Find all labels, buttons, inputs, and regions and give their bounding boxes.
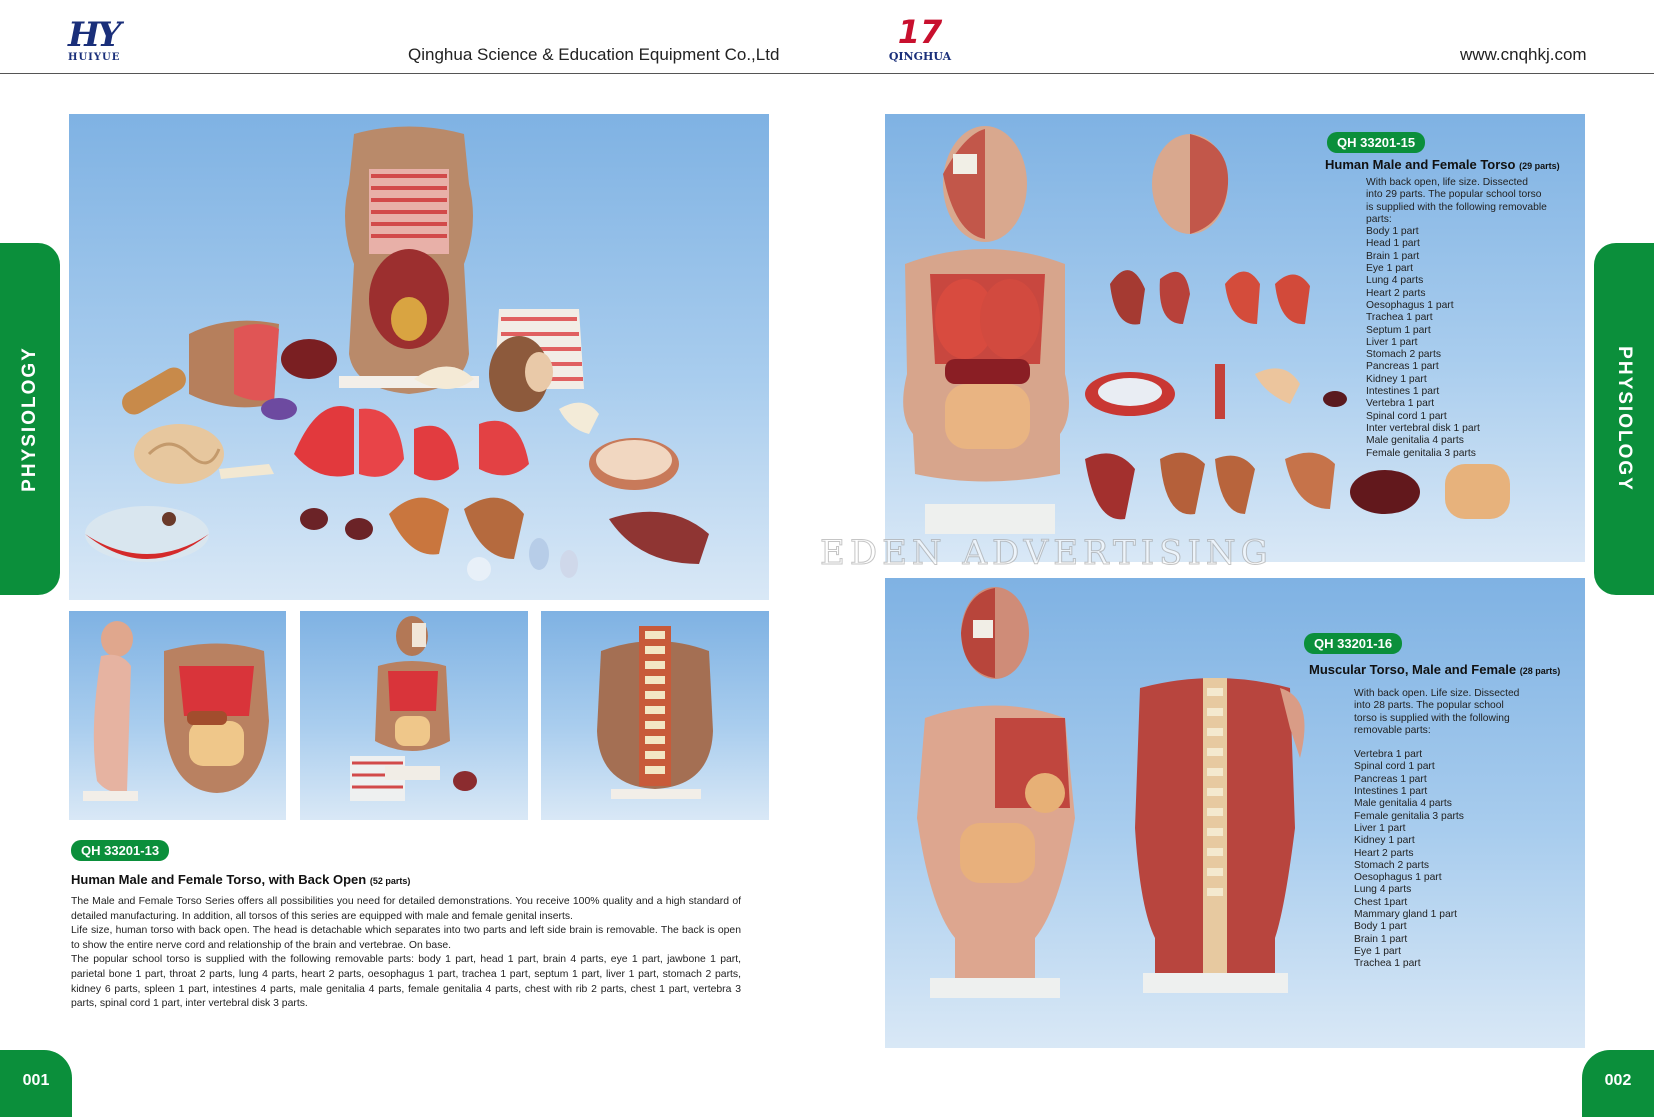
page-number-right xyxy=(1582,1050,1654,1117)
torso-parts-illustration xyxy=(69,114,769,600)
list-item: Heart 2 parts xyxy=(1366,287,1426,299)
company-name: Qinghua Science & Education Equipment Co.,Ltd xyxy=(408,45,780,64)
product-title-15 xyxy=(1325,157,1560,172)
intro-line: parts: xyxy=(1366,213,1392,225)
page-number-right-text: 002 xyxy=(1604,1072,1632,1089)
intro-line: is supplied with the following removable xyxy=(1366,201,1547,213)
intro-line: into 28 parts. The popular school xyxy=(1354,700,1504,712)
product-parts-16: (28 parts) xyxy=(1519,666,1561,676)
list-item: Liver 1 part xyxy=(1366,336,1418,348)
description-paragraph: Life size, human torso with back open. The head is detachable which separates into two parts and left side brain is removable. The back is open to show the entire nerve cord and relationship of the brain and vertebrae. On base. xyxy=(71,925,741,951)
intro-line: With back open, life size. Dissected xyxy=(1366,177,1528,188)
list-item: Inter vertebral disk 1 part xyxy=(1366,422,1480,434)
list-item: Pancreas 1 part xyxy=(1354,773,1427,785)
list-item: Intestines 1 part xyxy=(1366,386,1440,398)
list-item: Eye 1 part xyxy=(1366,263,1413,275)
product-title-16 xyxy=(1309,662,1560,677)
list-item: Oesophagus 1 part xyxy=(1366,299,1454,311)
product-code-badge-13: QH 33201-13 xyxy=(71,840,169,861)
side-tab-left-label: PHYSIOLOGY xyxy=(19,346,40,492)
list-item: Head 1 part xyxy=(1366,238,1420,250)
product-description-16 xyxy=(1354,688,1519,971)
header-divider xyxy=(0,73,1654,74)
torso-front-view-photo xyxy=(300,611,528,820)
list-item: Stomach 2 parts xyxy=(1366,349,1441,361)
torso-back-view-photo xyxy=(541,611,769,820)
intro-line: With back open. Life size. Dissected xyxy=(1354,688,1520,699)
list-item: Male genitalia 4 parts xyxy=(1366,435,1464,447)
list-item: Female genitalia 3 parts xyxy=(1354,810,1464,822)
product-code-badge-15: QH 33201-15 xyxy=(1327,132,1425,153)
list-item: Spinal cord 1 part xyxy=(1354,761,1435,773)
list-item: Heart 2 parts xyxy=(1354,847,1414,859)
side-tab-right xyxy=(1594,243,1654,595)
torso-side-illustration xyxy=(69,611,286,820)
list-item: Stomach 2 parts xyxy=(1354,859,1429,871)
list-item: Spinal cord 1 part xyxy=(1366,410,1447,422)
product-parts-15: (29 parts) xyxy=(1519,161,1560,171)
torso-52-parts-photo xyxy=(69,114,769,600)
list-item: Chest 1part xyxy=(1354,896,1408,908)
huiyue-logo-mark: HY xyxy=(68,15,119,55)
list-item: Vertebra 1 part xyxy=(1354,749,1423,761)
list-item: Lung 4 parts xyxy=(1366,275,1424,287)
intro-line: torso is supplied with the following xyxy=(1354,712,1510,724)
list-item: Lung 4 parts xyxy=(1354,884,1412,896)
product-title-13 xyxy=(71,872,410,887)
side-tab-left xyxy=(0,243,60,595)
list-item: Liver 1 part xyxy=(1354,822,1406,834)
product-parts-13: (52 parts) xyxy=(369,876,411,886)
torso-back-illustration xyxy=(541,611,769,820)
list-item: Body 1 part xyxy=(1354,921,1407,933)
huiyue-logo-text: HUIYUE xyxy=(68,52,121,63)
description-paragraph: The popular school torso is supplied with the following removable parts: body 1 part, head 1 part, brain 4 parts, eye 1 part, jawbone 1 part, parietal bone 1 part, throat 2 parts, lung 4 parts, heart 2 parts, oesophagus 1 part, trachea 1 part, septum 1 part, liver 1 part, stomach 2 parts, kidney 6 parts, spleen 1 part, intestines 4 parts, male genitalia 4 parts, female genitalia 4 parts, chest with rib 2 parts, chest 1 part, vertebra 3 parts, spinal cord 1 part, inter vertebral disk 3 parts. xyxy=(71,954,741,1010)
product-title-13-text: Human Male and Female Torso, with Back Open xyxy=(71,872,367,887)
list-item: Brain 1 part xyxy=(1354,933,1408,945)
product-code-badge-16: QH 33201-16 xyxy=(1304,633,1402,654)
qinghua-logo-text: QINGHUA xyxy=(888,50,952,63)
list-item: Mammary gland 1 part xyxy=(1354,909,1458,921)
product-description-15 xyxy=(1366,177,1547,460)
list-item: Vertebra 1 part xyxy=(1366,398,1435,410)
list-item: Intestines 1 part xyxy=(1354,786,1428,798)
website-url[interactable]: www.cnqhkj.com xyxy=(1460,45,1587,64)
list-spacer xyxy=(1354,737,1519,749)
list-item: Kidney 1 part xyxy=(1354,835,1415,847)
list-item: Female genitalia 3 parts xyxy=(1366,447,1476,459)
list-item: Septum 1 part xyxy=(1366,324,1431,336)
watermark: EDEN ADVERTISING xyxy=(820,533,1273,573)
list-item: Trachea 1 part xyxy=(1366,312,1433,324)
qinghua-logo-mark: 17 xyxy=(897,13,943,51)
list-item: Trachea 1 part xyxy=(1354,958,1421,970)
list-item: Brain 1 part xyxy=(1366,250,1420,262)
side-tab-right-label: PHYSIOLOGY xyxy=(1614,346,1635,492)
product-description-13 xyxy=(71,895,741,1012)
product-title-16-text: Muscular Torso, Male and Female xyxy=(1309,662,1517,677)
list-item: Kidney 1 part xyxy=(1366,373,1427,385)
list-item: Pancreas 1 part xyxy=(1366,361,1439,373)
intro-line: into 29 parts. The popular school torso xyxy=(1366,189,1542,201)
list-item: Oesophagus 1 part xyxy=(1354,872,1442,884)
torso-front-illustration xyxy=(300,611,528,820)
list-item: Body 1 part xyxy=(1366,226,1419,238)
page-number-left-text: 001 xyxy=(22,1072,50,1089)
list-item: Male genitalia 4 parts xyxy=(1354,798,1452,810)
intro-line: removable parts: xyxy=(1354,724,1431,736)
list-item: Eye 1 part xyxy=(1354,945,1401,957)
description-paragraph: The Male and Female Torso Series offers all possibilities you need for detailed demonstrations. You receive 100% quality and a high standard of detailed manufacturing. In addition, all torsos of this series are equipped with male and female genital inserts. xyxy=(71,896,741,922)
page-number-left xyxy=(0,1050,72,1117)
torso-side-view-photo xyxy=(69,611,286,820)
qinghua-logo xyxy=(885,14,955,66)
huiyue-logo xyxy=(68,15,148,66)
product-title-15-text: Human Male and Female Torso xyxy=(1325,157,1516,172)
